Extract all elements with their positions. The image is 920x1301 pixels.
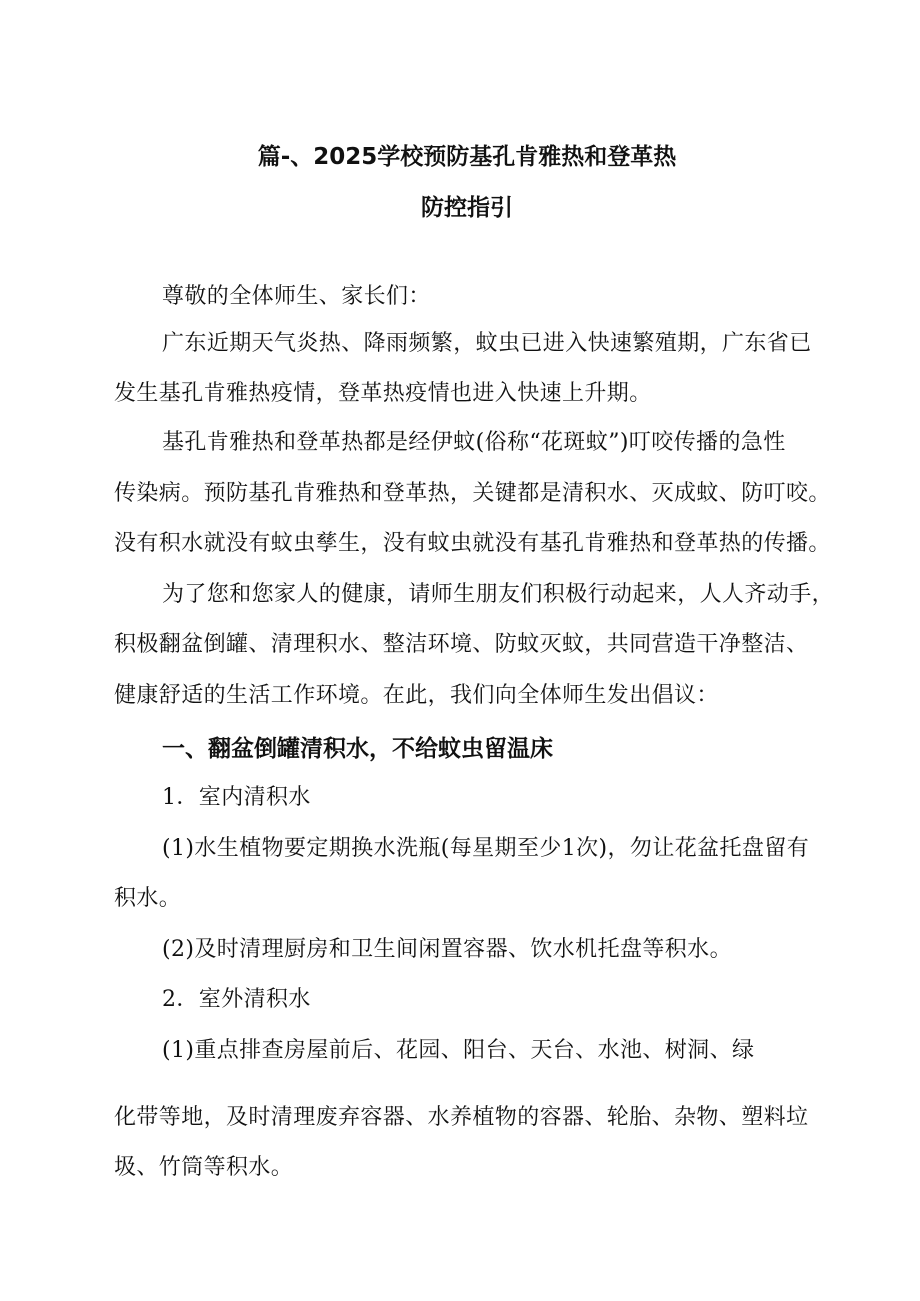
section-heading: 一、翻盆倒罐清积水，不给蚊虫留温床 [162, 736, 553, 762]
paragraph-line: 发生基孔肯雅热疫情，登革热疫情也进入快速上升期。 [114, 381, 652, 406]
list-item-continuation: 圾、竹筒等积水。 [114, 1155, 294, 1180]
greeting: 尊敬的全体师生、家长们： [162, 284, 431, 309]
document-title-line1: 篇-、2025学校预防基孔肯雅热和登革热 [257, 144, 677, 170]
list-item-continuation: 积水。 [114, 886, 182, 911]
subsection-title: 1．室内清积水 [162, 785, 311, 810]
paragraph-line: 广东近期天气炎热、降雨频繁，蚊虫已进入快速繁殖期，广东省已 [162, 331, 812, 356]
paragraph-line: 积极翻盆倒罐、清理积水、整洁环境、防蚊灭蚊，共同营造干净整洁、 [114, 632, 809, 657]
list-item: (1)重点排查房屋前后、花园、阳台、天台、水池、树洞、绿 [162, 1038, 755, 1063]
paragraph-line: 没有积水就没有蚊虫孳生，没有蚊虫就没有基孔肯雅热和登革热的传播。 [114, 531, 831, 556]
list-item: (1)水生植物要定期换水洗瓶(每星期至少1次)，勿让花盆托盘留有 [162, 836, 810, 861]
paragraph-line: 为了您和您家人的健康，请师生朋友们积极行动起来，人人齐动手， [162, 582, 835, 607]
paragraph-line: 传染病。预防基孔肯雅热和登革热，关键都是清积水、灭成蚊、防叮咬。 [114, 481, 831, 506]
document-title-line2: 防控指引 [421, 195, 513, 221]
subsection-title: 2．室外清积水 [162, 987, 311, 1012]
list-item-continuation: 化带等地，及时清理废弃容器、水养植物的容器、轮胎、杂物、塑料垃 [114, 1105, 809, 1130]
list-item: (2)及时清理厨房和卫生间闲置容器、饮水机托盘等积水。 [162, 937, 732, 962]
paragraph-line: 基孔肯雅热和登革热都是经伊蚊(俗称“花斑蚊”)叮咬传播的急性 [162, 430, 786, 455]
paragraph-line: 健康舒适的生活工作环境。在此，我们向全体师生发出倡议： [114, 683, 719, 708]
